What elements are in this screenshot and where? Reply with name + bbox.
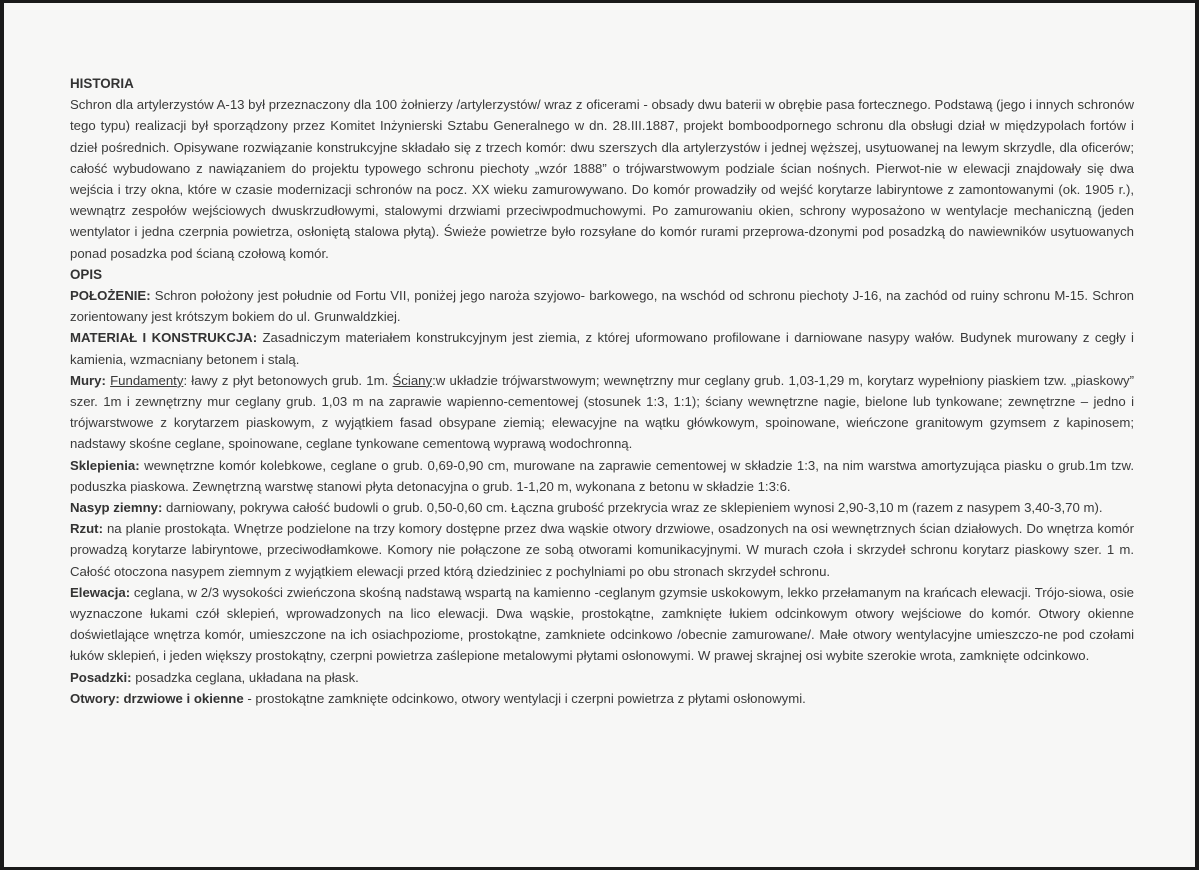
nasyp-text: darniowany, pokrywa całość budowli o grub. 0,50-0,60 cm. Łączna grubość przekrycia wraz ze sklepieniem wynosi 2,90-3,10 m (razem z nasypem 3,40-3,70 m).: [162, 500, 1103, 516]
material-label: MATERIAŁ I KONSTRUKCJA:: [70, 330, 258, 346]
sklepienia-text: wewnętrzne komór kolebkowe, ceglane o grub. 0,69-0,90 cm, murowane na zaprawie cementowej w składzie 1:3, na nim warstwa amortyzująca piasku o grub.1m tzw. poduszka piaskowa. Zewnętrzną warstwę stanowi płyta detonacyjna o grub. 1-1,20 m, wykonana z betonu w składzie 1:3:6.: [70, 457, 1134, 494]
material-text: Zasadniczym materiałem konstrukcyjnym jest ziemia, z której uformowano profilowane i darniowane nasypy wałów. Budynek murowany z cegły i kamienia, wzmacniany betonem i stalą.: [70, 330, 1134, 367]
nasyp-paragraph: [70, 497, 1134, 518]
otwory-label: Otwory: drzwiowe i okienne: [70, 690, 244, 706]
otwory-text: - prostokątne zamknięte odcinkowo, otwory wentylacji i czerpni powietrza z płytami osłonowymi.: [243, 690, 806, 706]
material-paragraph: [70, 327, 1134, 369]
sciany-text: :w układzie trójwarstwowym; wewnętrzny mur ceglany grub. 1,03-1,29 m, korytarz wypełniony piaskiem tzw. „piaskowy” szer. 1m i zewnętrzny mur ceglany grub. 1,03 m na zaprawie wapienno-cementowej (stosunek 1:3, 1:1); ściany wewnętrzne nagie, bielone lub tynkowane; zewnętrzne – jedno i trójwarstwowe z korytarzem piaskowym, z wyjątkiem fasad obsypane ziemią; elewacyjne na wątku główkowym, spoinowane, wieńczone granitowym gzymsem z kapinosem; nadstawy skośne ceglane, spoinowane, ceglane tynkowane cementową wyprawą wodochronną.: [70, 372, 1134, 452]
sklepienia-paragraph: [70, 455, 1134, 497]
polozenie-label: POŁOŻENIE:: [70, 288, 151, 304]
section-heading-opis: OPIS: [70, 266, 102, 282]
polozenie-paragraph: [70, 285, 1134, 327]
elewacja-label: Elewacja:: [70, 584, 131, 600]
mury-label: Mury:: [70, 372, 106, 388]
nasyp-label: Nasyp ziemny:: [70, 500, 163, 516]
elewacja-paragraph: [70, 582, 1134, 667]
fundamenty-text: : ławy z płyt betonowych grub. 1m.: [183, 372, 393, 388]
section-heading-historia: HISTORIA: [70, 76, 134, 91]
sklepienia-label: Sklepienia:: [70, 457, 140, 473]
sciany-label: Ściany: [392, 372, 433, 388]
document-content: [70, 73, 1134, 709]
mury-paragraph: [70, 370, 1134, 455]
posadzki-label: Posadzki:: [70, 669, 132, 685]
fundamenty-label: Fundamenty: [110, 372, 184, 388]
document-page: [4, 3, 1195, 867]
rzut-text: na planie prostokąta. Wnętrze podzielone na trzy komory dostępne przez dwa wąskie otwory drzwiowe, osadzonych na osi wewnętrznych ścian działowych. Do wnętrza komór prowadzą korytarze labiryntowe, przeciwodłamkowe. Komory nie połączone ze sobą otworami komunikacyjnymi. W murach czoła i skrzydeł schronu korytarz piaskowy szer. 1 m. Całość otoczona nasypem ziemnym z wyjątkiem elewacji przed którą dziedziniec z pochylniami po obu stronach skrzydeł schronu.: [70, 521, 1134, 579]
rzut-label: Rzut:: [70, 521, 103, 537]
historia-paragraph: Schron dla artylerzystów A-13 był przeznaczony dla 100 żołnierzy /artylerzystów/ wraz z oficerami - obsady dwu baterii w obrębie pasa fortecznego. Podstawą (jego i innych schronów tego typu) realizacji był sporządzony przez Komitet Inżynierski Sztabu Generalnego w dn. 28.III.1887, projekt bomboodpornego schronu dla obsługi dział w międzypolach fortów i dzieł pośrednich. Opisywane rozwiązanie konstrukcyjne składało się z trzech komór: dwu szerszych dla artylerzystów i jednej węższej, usytuowanej na lewym skrzydle, dla oficerów; całość wybudowano z nawiązaniem do projektu typowego schronu piechoty „wzór 1888” o trójwarstwowym podziale ścian nośnych. Pierwot-nie w elewacji znajdowały się dwa wejścia i trzy okna, które w czasie modernizacji schronów na pocz. XX wieku zamurowywano. Do komór prowadziły od wejść korytarze labiryntowe z zamontowanymi (ok. 1905 r.), wewnątrz zespołów wejściowych dwuskrzudłowymi, stalowymi drzwiami przeciwpodmuchowymi. Po zamurowaniu okien, schrony wyposażono w wentylacje mechaniczną (jeden wentylator i jedna czerpnia powietrza, osłoniętą stalowa płytą). Świeże powietrze było rozsyłane do komór rurami przeprowa-dzonymi pod posadzką do nawiewników usytuowanych ponad posadzka pod ścianą czołową komór.: [70, 97, 1134, 261]
rzut-paragraph: [70, 518, 1134, 582]
polozenie-text: Schron położony jest południe od Fortu VII, poniżej jego naroża szyjowo- barkowego, na wschód od schronu piechoty J-16, na zachód od ruiny schronu M-15. Schron zorientowany jest krótszym bokiem do ul. Grunwaldzkiej.: [70, 288, 1134, 325]
posadzki-paragraph: [70, 667, 1134, 688]
elewacja-text: ceglana, w 2/3 wysokości zwieńczona skośną nadstawą wspartą na kamienno -ceglanym gzymsie uskokowym, lekko przełamanym na krańcach elewacji. Trójo-siowa, osie wyznaczone łukami czół sklepień, wprowadzonych na lico elewacji. Dwa wąskie, prostokątne, zamknięte łukiem odcinkowym otwory wejściowe do komór. Otwory okienne doświetlające wnętrza komór, umieszczone na ich osiachpoziome, prostokątne, zamkniete odcinkowo /obecnie zamurowane/. Małe otwory wentylacyjne umieszczo-ne pod czołami łuków sklepień, i jeden większy prostokątny, czerpni powietrza zaślepione metalowymi płytami osłonowymi. W prawej skrajnej osi wybite szerokie wrota, zamknięte odcinkowo.: [70, 584, 1134, 664]
otwory-paragraph: [70, 688, 1134, 709]
posadzki-text: posadzka ceglana, układana na płask.: [131, 669, 359, 685]
